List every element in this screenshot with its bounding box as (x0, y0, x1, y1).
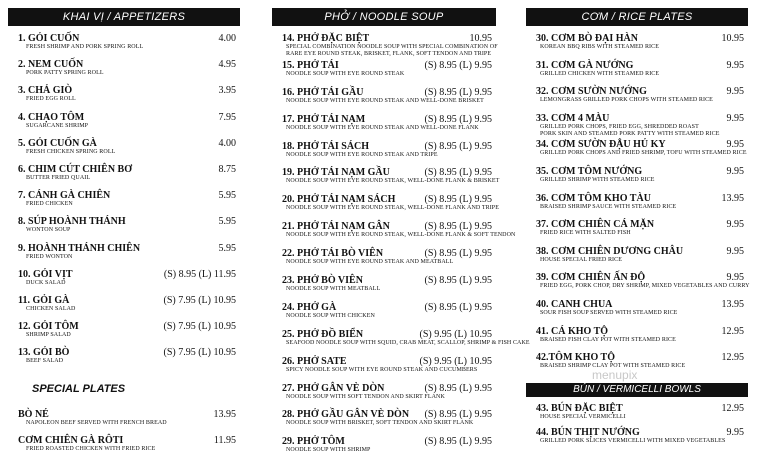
menu-item-name: 11. GỎI GÀ (18, 294, 70, 306)
menu-item-price: 4.00 (218, 137, 236, 149)
menu-item-name: 34. CƠM SƯỜN ĐẬU HỦ KY (536, 139, 666, 151)
menu-item-price: 12.95 (721, 325, 744, 337)
special-plates-heading: SPECIAL PLATES (32, 383, 126, 396)
menu-item-price: 8.75 (218, 163, 236, 175)
noodle-soup-column (272, 8, 530, 463)
menu-item-price: 11.95 (213, 435, 236, 447)
menu-item-name: 5. GỎI CUỐN GÀ (18, 137, 97, 149)
menu-item (526, 246, 748, 273)
menu-item-price: 10.95 (721, 33, 744, 44)
menu-item (8, 269, 240, 295)
menu-item-description: BRAISED FISH CLAY POT WITH STEAMED RICE (540, 336, 676, 343)
menu-item-description: NOODLE SOUP WITH SOFT TENDON AND SKIRT FLANK (286, 393, 445, 400)
menu-item-description: FRIED EGG, PORK CHOP, DRY SHRIMP, MIXED VEGETABLES AND CURRY (540, 283, 750, 290)
menu-item-description: BUTTER FRIED QUAIL (26, 174, 91, 181)
rice-plates-header: CƠM / RICE PLATES (526, 8, 748, 26)
menu-item-description: FRESH CHICKEN SPRING ROLL (26, 148, 116, 155)
menu-item-price: 9.95 (726, 165, 744, 177)
menu-item-description: GRILLED SHRIMP WITH STEAMED RICE (540, 176, 655, 183)
menu-item-name: 17. PHỞ TÁI NẠM (282, 113, 366, 125)
menu-item-name: 37. CƠM CHIÊN CÁ MẶN (536, 219, 655, 231)
menu-item (272, 194, 499, 221)
menu-item (8, 295, 240, 321)
menu-item (272, 141, 496, 168)
menu-item (272, 328, 530, 356)
menu-item-description: GRILLED PORK SLICES VERMICELLI WITH MIXED VEGETABLES (540, 437, 726, 444)
menu-item-price: (S) 8.95 (L) 9.95 (424, 221, 492, 233)
menu-item-name: 2. NEM CUỐN (18, 59, 84, 71)
appetizers-column (8, 8, 240, 461)
menu-item-name: 41. CÁ KHO TỘ (536, 325, 609, 337)
menu-item-description: FRIED RICE WITH SALTED FISH (540, 230, 631, 237)
menu-item (8, 85, 240, 111)
menu-item-name: 23. PHỞ BÒ VIÊN (282, 275, 363, 287)
menu-item (8, 164, 240, 190)
menu-item-name: 32. CƠM SƯỜN NƯỚNG (536, 86, 647, 98)
menu-item-name: 38. CƠM CHIÊN DƯƠNG CHÂU (536, 245, 684, 257)
menu-item-name: 25. PHỞ ĐỒ BIỂN (282, 328, 364, 340)
menu-item-price: 13.95 (721, 192, 744, 204)
menu-item-name: 14. PHỞ ĐẶC BIỆT (282, 33, 370, 44)
menu-item-name: CƠM CHIÊN GÀ RÔTI (18, 435, 124, 447)
menu-item (272, 383, 496, 410)
menu-item (526, 299, 748, 326)
menu-item (8, 216, 240, 242)
menu-item-price: (S) 8.95 (L) 9.95 (424, 59, 492, 71)
menu-item-price: (S) 9.95 (L) 10.95 (419, 355, 492, 367)
menu-item-price: (S) 8.95 (L) 11.95 (163, 268, 236, 280)
menu-item (526, 219, 748, 246)
menu-item-description: GRILLED PORK CHOPS AND FRIED SHRIMP, TOFU WITH STEAMED RICE (540, 150, 747, 157)
menu-item-price: 9.95 (726, 86, 744, 98)
menu-item-price: 5.95 (218, 216, 236, 228)
menu-item-description: SUGARCANE SHRIMP (26, 122, 89, 129)
rice-plates-column (526, 8, 748, 451)
menu-item-name: 22. PHỞ TÁI BÒ VIÊN (282, 248, 384, 260)
menu-item-price: (S) 8.95 (L) 9.95 (424, 436, 492, 448)
menu-item-description: NOODLE SOUP WITH SHRIMP (286, 447, 371, 454)
menu-item-name: 36. CƠM TÔM KHO TÀU (536, 192, 651, 204)
menu-item-name: 24. PHỞ GÀ (282, 301, 337, 313)
menu-item-name: 26. PHỞ SATE (282, 355, 347, 367)
menu-item-description: FRIED ROASTED CHICKEN WITH FRIED RICE (26, 446, 156, 453)
appetizers-list (8, 33, 240, 373)
menu-item-description: WONTON SOUP (26, 227, 71, 234)
menu-item (526, 193, 748, 220)
menu-item (8, 347, 240, 373)
menu-item-price: 4.95 (218, 59, 236, 71)
menu-item-name: 10. GỎI VỊT (18, 268, 73, 280)
menu-item-description: FRIED WONTON (26, 253, 73, 260)
menu-item-name: 15. PHỞ TÁI (282, 59, 339, 71)
menu-item-description: NOODLE SOUP WITH EYE ROUND STEAK AND WELL-DONE BRISKET (286, 97, 484, 104)
menu-item-description: KOREAN BBQ RIBS WITH STEAMED RICE (540, 44, 660, 50)
menu-item-name: 19. PHỞ TÁI NẠM GẦU (282, 167, 390, 179)
menu-item-description: GRILLED CHICKEN WITH STEAMED RICE (540, 70, 660, 77)
menu-item (8, 243, 240, 269)
menu-item-description: NOODLE SOUP WITH CHICKEN (286, 312, 375, 319)
menu-item (272, 436, 496, 463)
menu-item-name: 29. PHỞ TÔM (282, 436, 345, 448)
menu-item-description: NOODLE SOUP WITH EYE ROUND STEAK AND TRIPE (286, 151, 438, 158)
menu-item-name: 3. CHẢ GIÒ (18, 85, 73, 97)
menu-item-price: 13.95 (721, 298, 744, 310)
menu-item-description: SEAFOOD NOODLE SOUP WITH SQUID, CRAB MEAT, SCALLOP, SHRIMP & FISH CAKE (286, 339, 530, 346)
menu-item-name: 9. HOÀNH THÁNH CHIÊN (18, 242, 141, 254)
menu-item-name: 30. CƠM BÒ ĐẠI HÀN (536, 33, 638, 44)
menu-item-name: BÒ NÉ (18, 409, 49, 421)
rice-plates-list (526, 33, 748, 379)
menu-item (272, 356, 496, 383)
menu-item-price: 9.95 (726, 272, 744, 284)
menu-item-description: NOODLE SOUP WITH EYE ROUND STEAK AND WELL-DONE FLANK (286, 124, 479, 131)
menu-item (526, 326, 748, 353)
menu-item-description: HOUSE SPECIAL VERMICELLI (540, 413, 626, 420)
menu-item-name: 18. PHỞ TÁI SÁCH (282, 140, 370, 152)
menu-item-price: 9.95 (726, 59, 744, 71)
menu-item-name: 35. CƠM TÔM NƯỚNG (536, 165, 643, 177)
menu-item-price: 9.95 (726, 245, 744, 257)
menu-item-description: FRIED CHICKEN (26, 201, 73, 208)
menu-item-description: SHRIMP SALAD (26, 332, 71, 339)
menu-item-description: NOODLE SOUP WITH EYE ROUND STEAK AND MEATBALL (286, 259, 454, 266)
menu-item-price: (S) 8.95 (L) 9.95 (424, 409, 492, 421)
menu-item-description: BRAISED SHRIMP SAUCE WITH STEAMED RICE (540, 203, 677, 210)
menu-item-price: (S) 7.95 (L) 10.95 (163, 321, 236, 333)
menu-item (526, 33, 748, 60)
menu-item-name: 12. GỎI TÔM (18, 321, 79, 333)
menu-item-price: 12.95 (721, 402, 744, 414)
watermark-logo: menupix (592, 368, 638, 382)
menu-item-price: 5.95 (218, 190, 236, 202)
menu-item-description: DUCK SALAD (26, 279, 66, 286)
menu-item-description: HOUSE SPECIAL FRIED RICE (540, 256, 623, 263)
menu-item (526, 427, 748, 451)
menu-item-name: 27. PHỞ GÂN VÈ DÒN (282, 382, 385, 394)
menu-item-name: 44. BÚN THỊT NƯỚNG (536, 426, 640, 438)
menu-item-name: 8. SÚP HOÀNH THÁNH (18, 216, 126, 228)
menu-item-price: 5.95 (218, 242, 236, 254)
menu-item (526, 403, 748, 427)
menu-item-description: SPICY NOODLE SOUP WITH EYE ROUND STEAK AND CUCUMBERS (286, 366, 478, 373)
menu-item (526, 139, 748, 166)
menu-item-name: 4. CHẠO TÔM (18, 111, 85, 123)
menu-item-description: NOODLE SOUP WITH MEATBALL (286, 286, 381, 293)
menu-item-description: CHICKEN SALAD (26, 305, 76, 312)
menu-item (526, 86, 748, 113)
menu-item-price: 3.95 (218, 85, 236, 97)
menu-item (8, 435, 240, 461)
menu-item-name: 33. CƠM 4 MÀU (536, 112, 610, 124)
menu-item-description: NAPOLEON BEEF SERVED WITH FRENCH BREAD (26, 420, 167, 427)
menu-item-price: (S) 8.95 (L) 9.95 (424, 194, 492, 206)
noodle-soup-header: PHỞ / NOODLE SOUP (272, 8, 496, 26)
menu-item-name: 20. PHỞ TÁI NẠM SÁCH (282, 194, 396, 206)
appetizers-header: KHAI VỊ / APPETIZERS (8, 8, 240, 26)
menu-item-price: (S) 8.95 (L) 9.95 (424, 167, 492, 179)
menu-item-price: (S) 7.95 (L) 10.95 (163, 294, 236, 306)
menu-item-description: BRAISED SHRIMP CLAY POT WITH STEAMED RICE (540, 363, 686, 370)
menu-item (272, 248, 496, 275)
menu-item (8, 409, 240, 435)
menu-item-price: (S) 8.95 (L) 9.95 (424, 248, 492, 260)
menu-item (272, 60, 496, 87)
menu-item-name: 43. BÚN ĐẶC BIỆT (536, 402, 623, 414)
menu-item (526, 60, 748, 87)
menu-item-name: 28. PHỞ GẦU GÂN VÈ DÒN (282, 409, 410, 421)
menu-item-description-line2: RARE EYE ROUND STEAK, BRISKET, FLANK, SOFT TENDON AND TRIPE (286, 51, 492, 57)
menu-item (272, 275, 496, 302)
menu-item-name: 1. GỎI CUỐN (18, 33, 80, 44)
menu-item-price: (S) 8.95 (L) 9.95 (424, 140, 492, 152)
menu-item-description-line2: PORK SKIN AND STEAMED PORK PATTY WITH STEAMED RICE (540, 130, 720, 137)
menu-item (8, 138, 240, 164)
menu-item-name: 16. PHỞ TÁI GẦU (282, 86, 364, 98)
menu-item-description: LEMONGRASS GRILLED PORK CHOPS WITH STEAMED RICE (540, 97, 713, 104)
menu-item-description: NOODLE SOUP WITH BRISKET, SOFT TENDON AND SKIRT FLANK (286, 420, 474, 427)
menu-item (8, 59, 240, 85)
menu-item-name: 13. GỎI BÒ (18, 347, 70, 359)
menu-item-price: 9.95 (726, 219, 744, 231)
menu-item-description: SOUR FISH SOUP SERVED WITH STEAMED RICE (540, 309, 678, 316)
menu-item (8, 321, 240, 347)
menu-item-description: PORK PATTY SPRING ROLL (26, 70, 104, 77)
menu-item-price: 13.95 (213, 409, 236, 421)
menu-item (526, 166, 748, 193)
noodle-soup-list (272, 33, 530, 463)
menu-item-description: GRILLED PORK CHOPS, FRIED EGG, SHREDDED ROAST (540, 123, 699, 130)
menu-item-price: 9.95 (726, 426, 744, 438)
menu-item (8, 112, 240, 138)
menu-item (272, 87, 496, 114)
menu-item-price: 9.95 (726, 112, 744, 124)
menu-item-price: (S) 9.95 (L) 10.95 (419, 328, 492, 340)
menu-item-price: (S) 8.95 (L) 9.95 (424, 86, 492, 98)
menu-item-description: NOODLE SOUP WITH EYE ROUND STEAK, WELL-DONE FLANK AND TRIPE (286, 205, 499, 212)
menu-item (526, 272, 748, 299)
menu-item-price: 10.95 (469, 33, 492, 44)
menu-item-description: NOODLE SOUP WITH EYE ROUND STEAK, WELL-DONE FLANK & SOFT TENDON (286, 232, 516, 239)
menu-item (272, 409, 496, 436)
vermicelli-list (526, 403, 748, 451)
menu-item-price: 12.95 (721, 352, 744, 364)
menu-item-name: 40. CANH CHUA (536, 298, 613, 310)
menu-item-price: 7.95 (218, 111, 236, 123)
menu-item-price: 9.95 (726, 139, 744, 151)
menu-item-name: 39. CƠM CHIÊN ẤN ĐỘ (536, 272, 646, 284)
menu-item-description: NOODLE SOUP WITH EYE ROUND STEAK (286, 70, 405, 77)
menu-item-description: FRIED EGG ROLL (26, 96, 76, 103)
menu-item-price: (S) 7.95 (L) 10.95 (163, 347, 236, 359)
menu-item-name: 21. PHỞ TÁI NẠM GÂN (282, 221, 390, 233)
menu-item-name: 7. CÁNH GÀ CHIÊN (18, 190, 111, 202)
menu-item-price: 4.00 (218, 33, 236, 44)
menu-item-description: SPECIAL COMBINATION NOODLE SOUP WITH SPECIAL COMBINATION OF (286, 44, 498, 50)
menu-item (8, 190, 240, 216)
menu-item-price: (S) 8.95 (L) 9.95 (424, 382, 492, 394)
menu-item-price: (S) 8.95 (L) 9.95 (424, 275, 492, 287)
menu-item-name: 42.TÔM KHO TỘ (536, 352, 615, 364)
menu-item-price: (S) 8.95 (L) 9.95 (424, 113, 492, 125)
menu-item (8, 33, 240, 59)
menu-item-name: 6. CHIM CÚT CHIÊN BƠ (18, 163, 132, 175)
special-plates-list (8, 409, 240, 461)
menu-item-name: 31. CƠM GÀ NƯỚNG (536, 59, 634, 71)
menu-item-description: NOODLE SOUP WITH EYE ROUND STEAK, WELL-DONE FLANK & BRISKET (286, 178, 500, 185)
vermicelli-header: BÚN / VERMICELLI BOWLS (526, 383, 748, 397)
menu-item (272, 114, 496, 141)
menu-item-description: BEEF SALAD (26, 358, 64, 365)
menu-item (272, 167, 500, 194)
menu-item (526, 113, 748, 140)
menu-item (272, 33, 496, 60)
menu-item-description: FRESH SHRIMP AND PORK SPRING ROLL (26, 44, 144, 50)
menu-item (272, 302, 496, 329)
menu-item-price: (S) 8.95 (L) 9.95 (424, 301, 492, 313)
menu-item (272, 221, 516, 248)
